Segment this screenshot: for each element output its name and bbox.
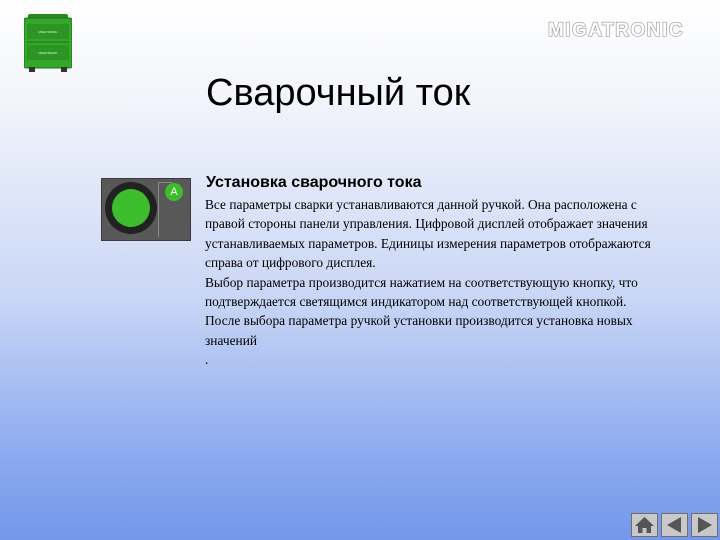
control-panel-image — [101, 178, 191, 241]
device-label-bottom: MIGATRONIC — [38, 51, 58, 55]
back-button[interactable] — [661, 513, 688, 537]
knob-ring — [105, 182, 157, 234]
current-indicator-icon: A — [165, 183, 183, 201]
home-button[interactable] — [631, 513, 658, 537]
setting-knob-icon — [112, 189, 150, 227]
svg-text:MIGATRONIC: MIGATRONIC — [547, 20, 685, 40]
description-text — [205, 195, 655, 370]
paragraph: Все параметры сварки устанавливаются данной ручкой. Она расположена с правой стороны панели управления. Цифровой дисплей отображает значения устанавливаемых параметров. Единицы измерения параметров отображаются справа от цифрового дисплея. — [205, 197, 651, 271]
back-icon — [662, 514, 687, 536]
forward-button[interactable] — [691, 513, 718, 537]
section-heading: Установка сварочного тока — [206, 174, 422, 191]
panel-divider — [158, 182, 159, 237]
welding-machine-image — [24, 14, 72, 72]
slide-title: Сварочный ток — [206, 72, 471, 114]
forward-icon — [692, 514, 717, 536]
paragraph: Выбор параметра производится нажатием на соответствующую кнопку, что подтверждается светящимся индикатором над соответствующей кнопкой. После выбора параметра ручкой установки производится установка новых значений — [205, 274, 638, 348]
home-icon — [632, 514, 657, 536]
device-label-top: MIGATRONIC — [38, 30, 58, 34]
migatronic-logo — [540, 18, 692, 40]
paragraph: . — [205, 352, 209, 368]
